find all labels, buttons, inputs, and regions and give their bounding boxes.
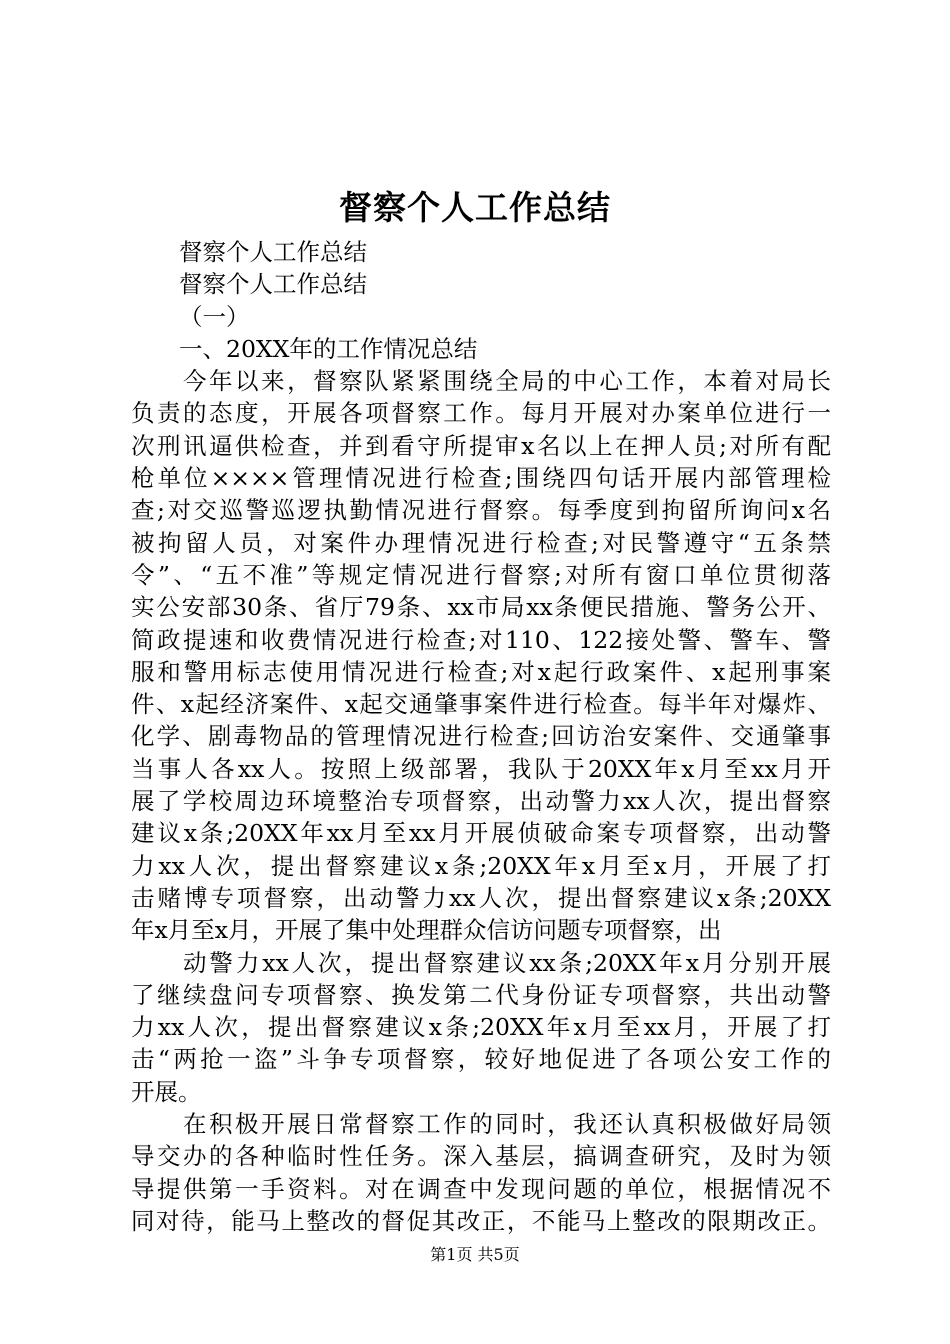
paragraph-line: 件、x起经济案件、x起交通肇事案件进行检查。每半年对爆炸、 — [131, 690, 831, 719]
paragraph-line: 导提供第一手资料。对在调查中发现问题的单位，根据情况不 — [131, 1174, 831, 1203]
paragraph-line: 枪单位××××管理情况进行检查;围绕四句话开展内部管理检 — [131, 464, 831, 493]
paragraph-line: 次刑讯逼供检查，并到看守所提审x名以上在押人员;对所有配 — [131, 431, 831, 460]
section-heading: 一、20XX年的工作情况总结 — [179, 334, 478, 363]
paragraph-line: 击“两抢一盗”斗争专项督察，较好地促进了各项公安工作的 — [131, 1045, 831, 1074]
paragraph-line: 在积极开展日常督察工作的同时，我还认真积极做好局领 — [183, 1110, 831, 1139]
paragraph-line: 简政提速和收费情况进行检查;对110、122接处警、警车、警 — [131, 625, 831, 654]
paragraph-line: 了继续盘问专项督察、换发第二代身份证专项督察，共出动警 — [131, 980, 831, 1009]
paragraph-line: 同对待，能马上整改的督促其改正，不能马上整改的限期改正。 — [131, 1206, 831, 1235]
paragraph-line: 动警力xx人次，提出督察建议xx条;20XX年x月分别开展 — [183, 948, 831, 977]
paragraph-line: 年x月至x月，开展了集中处理群众信访问题专项督察，出 — [131, 916, 722, 945]
paragraph-line: 导交办的各种临时性任务。深入基层，搞调查研究，及时为领 — [131, 1142, 831, 1171]
document-body — [131, 236, 831, 1237]
paragraph-line: 开展。 — [131, 1077, 202, 1106]
paragraph-line: 力xx人次，提出督察建议x条;20XX年x月至xx月，开展了打 — [131, 1013, 831, 1042]
paragraph-line: 力xx人次，提出督察建议x条;20XX年x月至x月，开展了打 — [131, 851, 831, 880]
paragraph-line: 建议x条;20XX年xx月至xx月开展侦破命案专项督察，出动警 — [131, 819, 831, 848]
paragraph-line: 今年以来，督察队紧紧围绕全局的中心工作，本着对局长 — [183, 367, 831, 396]
section-number: （一） — [179, 302, 250, 331]
paragraph-line: 令”、“五不准”等规定情况进行督察;对所有窗口单位贯彻落 — [131, 560, 831, 589]
page-footer: 第1页 共5页 — [430, 1245, 520, 1264]
paragraph-line: 服和警用标志使用情况进行检查;对x起行政案件、x起刑事案 — [131, 657, 831, 686]
paragraph-line: 击赌博专项督察，出动警力xx人次，提出督察建议x条;20XX — [131, 883, 831, 912]
paragraph-line: 展了学校周边环境整治专项督察，出动警力xx人次，提出督察 — [131, 787, 831, 816]
paragraph-line: 当事人各xx人。按照上级部署，我队于20XX年x月至xx月开 — [131, 754, 831, 783]
document-title: 督察个人工作总结 — [339, 188, 611, 227]
subtitle-line: 督察个人工作总结 — [179, 238, 367, 266]
paragraph-line: 化学、剧毒物品的管理情况进行检查;回访治安案件、交通肇事 — [131, 722, 831, 751]
paragraph-line: 实公安部30条、省厅79条、xx市局xx条便民措施、警务公开、 — [131, 593, 831, 622]
paragraph-line: 查;对交巡警巡逻执勤情况进行督察。每季度到拘留所询问x名 — [131, 496, 831, 525]
paragraph-line: 负责的态度，开展各项督察工作。每月开展对办案单位进行一 — [131, 399, 831, 428]
subtitle-line: 督察个人工作总结 — [179, 270, 367, 299]
paragraph-line: 被拘留人员，对案件办理情况进行检查;对民警遵守“五条禁 — [131, 528, 831, 557]
